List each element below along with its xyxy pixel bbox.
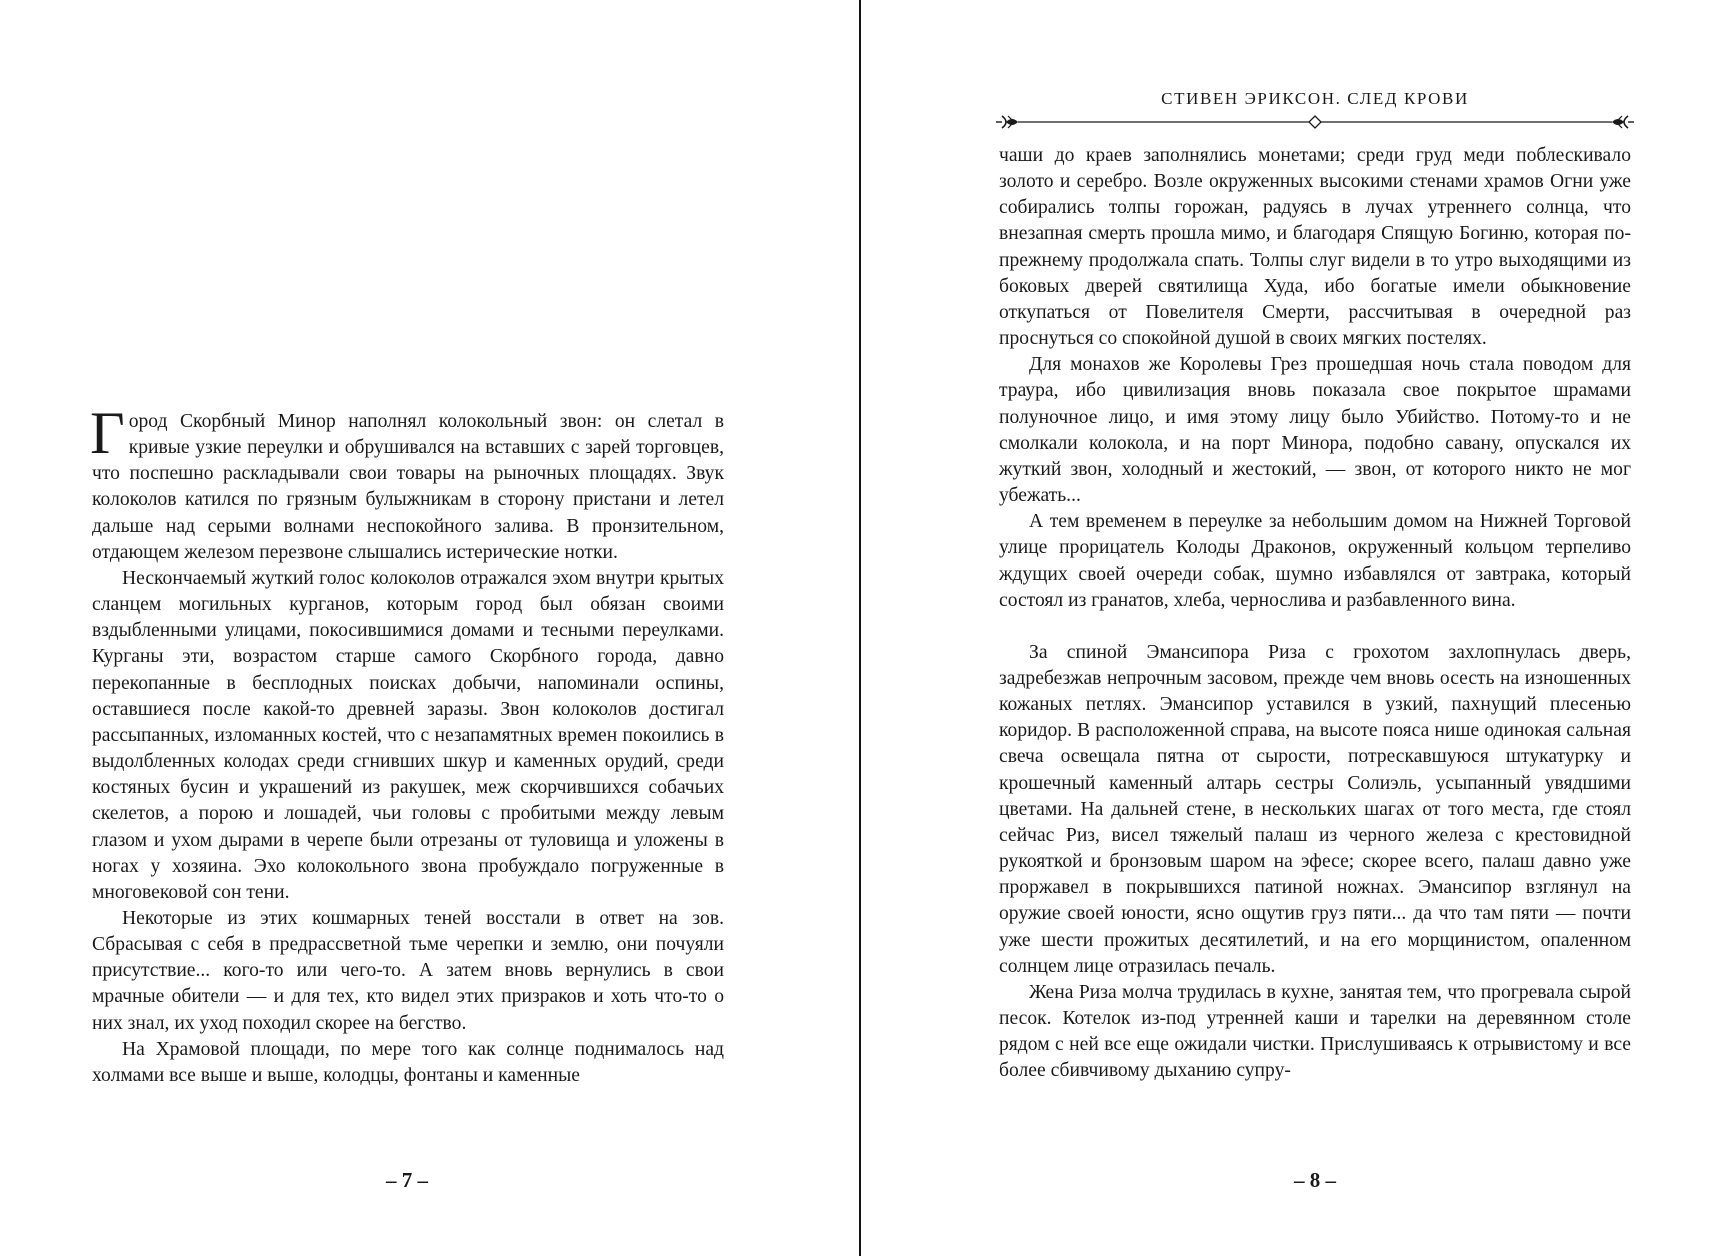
running-head: СТИВЕН ЭРИКСОН. СЛЕД КРОВИ (1161, 89, 1469, 108)
paragraph: Жена Риза молча трудилась в кухне, занятая тем, что прогревала сырой песок. Котелок из-под утренней каши и тарелки на деревянном столе рядом с ней все еще ожидали чистки. Прислушиваясь к отрывистому и все более сбивчивому дыханию супру- (999, 981, 1631, 1082)
page-number-left: – 7 – (386, 1168, 428, 1192)
opening-paragraph (90, 400, 724, 566)
paragraph: Некоторые из этих кошмарных теней восстали в ответ на зов. Сбрасывая с себя в предрассветной тьме черепки и землю, они почуяли присутствие... кого-то или чего-то. А затем вновь вернулись в свои мрачные обители — и для тех, кто видел этих призраков и хоть что-то о них знал, их уход походил скорее на бегство. (92, 907, 724, 1034)
continued-paragraph: чаши до краев заполнялись монетами; среди груд меди поблескивало золото и серебро. Возле окруженных высокими стенами храмов Огни уже собирались толпы горожан, радуясь в лучах утреннего солнца, что внезапная смерть прошла мимо, и благодаря Спящую Богиню, которая по-прежнему продолжала спать. Толпы слуг видели в то утро выходящими из боковых дверей святилища Худа, ибо богатые имели обыкновение откупаться от Повелителя Смерти, рассчитывая в очередной раз проснуться со спокойной душой в своих мягких постелях. (999, 145, 1631, 350)
paragraph: За спиной Эмансипора Риза с грохотом захлопнулась дверь, задребезжав непрочным засовом, прежде чем вновь осесть на изношенных кожаных петлях. Эмансипор уставился в узкий, пахнущий плесенью коридор. В расположенной справа, на высоте пояса нише одинокая сальная свеча освещала пятна от сырости, потрескавшуюся штукатурку и крошечный каменный алтарь сестры Солиэль, усыпанный увядшими цветами. На дальней стене, в нескольких шагах от того места, где стоял сейчас Риз, висел тяжелый палаш из черного железа с крестовидной рукояткой и бронзовым шаром на эфесе; скорее всего, палаш давно уже проржавел в покрывшихся патиной ножнах. Эмансипор взглянул на оружие своей юности, ясно ощутив груз пяти... да что там пяти — почти уже шести прожитых десятилетий, и на его морщинистом, опаленном солнцем лице отразилась печаль. (999, 641, 1631, 977)
left-page-text (90, 400, 724, 1089)
paragraph: На Храмовой площади, по мере того как солнце поднималось над холмами все выше и выше, колодцы, фонтаны и каменные (92, 1038, 724, 1086)
paragraph: Нескончаемый жуткий голос колоколов отражался эхом внутри крытых сланцем могильных курганов, которым город был обязан своими вздыбленными улицами, покосившимися домами и тесными переулками. Курганы эти, возрастом старше самого Скорбного города, давно перекопанные в бесплодных поисках добычи, напоминали оспины, оставшиеся после какой-то древней заразы. Звон колоколов достигал рассыпанных, изломанных костей, что с незапамятных времен покоились в выдолбленных колодах среди сгнивших шкур и каменных орудий, среди костяных бусин и украшений из ракушек, меж скорчившихся собачьих скелетов, а порою и лошадей, чьи головы с пробитыми между левым глазом и ухом дырами в черепе были отрезаны от туловища и уложены в ногах у хозяина. Эхо колокольного звона пробуждало погруженные в многовековой сон тени. (92, 567, 724, 903)
right-page-text (999, 143, 1631, 1084)
header-ornament-rule-icon (994, 112, 1636, 132)
right-page (862, 0, 1713, 1256)
drop-cap: Г (90, 400, 125, 466)
page-number-right: – 8 – (1294, 1168, 1336, 1192)
paragraph: А тем временем в переулке за небольшим домом на Нижней Торговой улице прорицатель Колоды Драконов, окруженный кольцом терпеливо ждущих своей очереди собак, шумно избавлялся от завтрака, который состоял из гранатов, хлеба, чернослива и разбавленного вина. (999, 511, 1631, 611)
book-gutter-divider (859, 0, 861, 1256)
paragraph: Для монахов же Королевы Грез прошедшая ночь стала поводом для траура, ибо цивилизация вновь показала свое покрытое шрамами полуночное лицо, и имя этому лицу было Убийство. Потому-то и не смолкали колокола, и на порт Минора, подобно савану, опускался их жуткий звон, холодный и жестокий, — звон, от которого никто не мог убежать... (999, 354, 1631, 507)
paragraph-text: ород Скорбный Минор наполнял колокольный звон: он слетал в кривые узкие переулки и обрушивался на вставших с зарей торговцев, что поспешно раскладывали свои товары на рыночных площадях. Звук колоколов катился по грязным булыжникам в сторону пристани и летел дальше над серыми волнами неспокойного залива. В пронзительном, отдающем железом перезвоне слышались истерические нотки. (92, 411, 724, 563)
